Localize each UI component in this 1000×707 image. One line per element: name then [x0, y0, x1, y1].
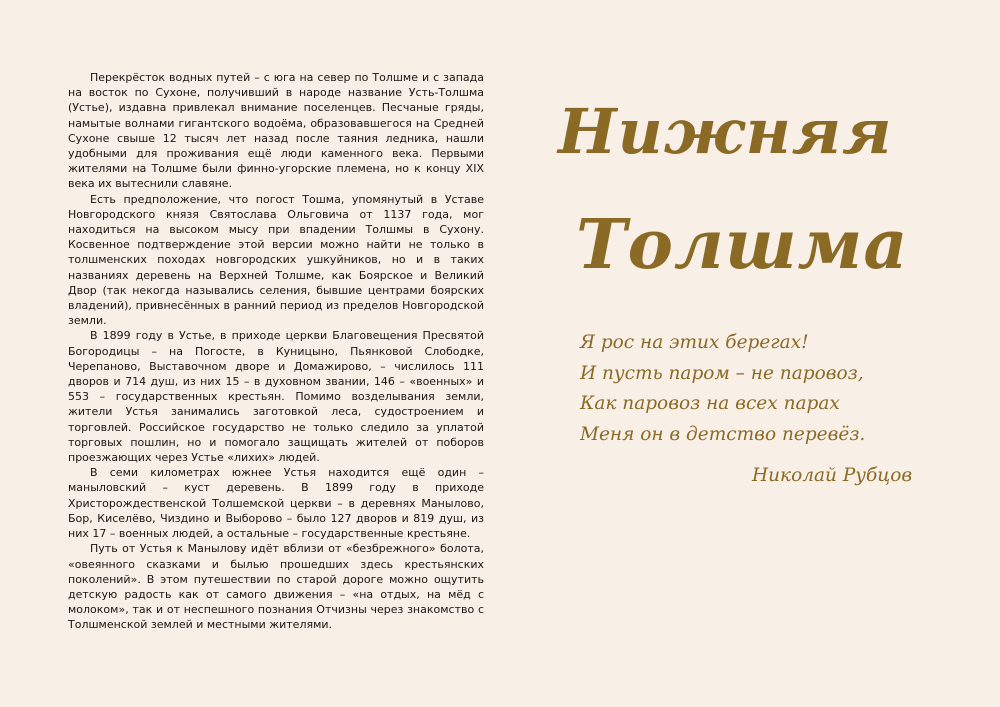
- paragraph: В семи километрах южнее Устья находится ещё один – маныловский – куст деревень. В 1899 году в приходе Христорождественской Толшемской церкви – в деревнях Манылово, Бор, Киселёво, Чиздино и Выборово – было 127 дворов и 819 душ, из них 17 – военных людей, а остальные – государственные крестьяне.: [68, 466, 484, 541]
- poem-line: Как паровоз на всех парах: [580, 393, 840, 414]
- poem-line: И пусть паром – не паровоз,: [580, 362, 864, 384]
- poem-line: Я рос на этих берегах!: [580, 332, 809, 353]
- paragraph: Есть предположение, что погост Тошма, упомянутый в Уставе Новгородского князя Святослава Ольговича от 1137 года, мог находиться на высоком мысу при впадении Толшмы в Сухону. Косвенное подтверждение этой версии можно найти не только в толшменских походах новгородских ушкуйников, но и в таких названиях деревень на Верхней Толшме, как Боярское и Великий Двор (так некогда назывались селения, бывшие центрами боярских владений), привнесённых в ранний период из пределов Новгородской земли.: [68, 192, 484, 328]
- poem-author: Николай Рубцов: [752, 465, 913, 486]
- paragraph: В 1899 году в Устье, в приходе церкви Благовещения Пресвятой Богородицы – на Погосте, в Куницыно, Пьянковой Слободке, Черепаново, Выставочном дворе и Домажирово, – числилось 111 дворов и 714 душ, из них 15 – в духовном звании, 146 – «военных» и 553 – государственных крестьян. Помимо возделывания земли, жители Устья занимались заготовкой леса, судостроением и торговлей. Российское государство не только следило за уплатой торговых пошлин, но и помогало защищать жителей от поборов проезжающих через Устье «лихих» людей.: [68, 329, 484, 465]
- poem-line: Меня он в детство перевёз.: [580, 423, 866, 445]
- page-title-line-2: Толшма: [576, 205, 909, 285]
- epigraph-poem: [580, 328, 865, 450]
- article-column: [68, 70, 484, 633]
- paragraph: Путь от Устья к Манылову идёт вблизи от «безбрежного» болота, «овеянного сказками и былью прошедших здесь крестьянских поколений». В этом путешествии по старой дороге можно ощутить детскую радость как от самого движения – «на отдых, на мёд с молоком», так и от неспешного познания Отчизны через знакомство с Толшменской землей и местными жителями.: [68, 542, 484, 632]
- title-page: [520, 0, 1000, 707]
- paragraph: Перекрёсток водных путей – с юга на север по Толшме и с запада на восток по Сухоне, получивший в народе название Усть-Толшма (Устье), издавна привлекал внимание поселенцев. Песчаные гряды, намытые волнами гигантского водоёма, образовавшегося на Средней Сухоне свыше 12 тысяч лет назад после таяния ледника, нашли удобными для проживания ещё люди каменного века. Первыми жителями на Толшме были финно-угорские племена, но к концу XIX века их вытеснили славяне.: [68, 71, 484, 191]
- page-title-line-1: Нижняя: [558, 95, 893, 168]
